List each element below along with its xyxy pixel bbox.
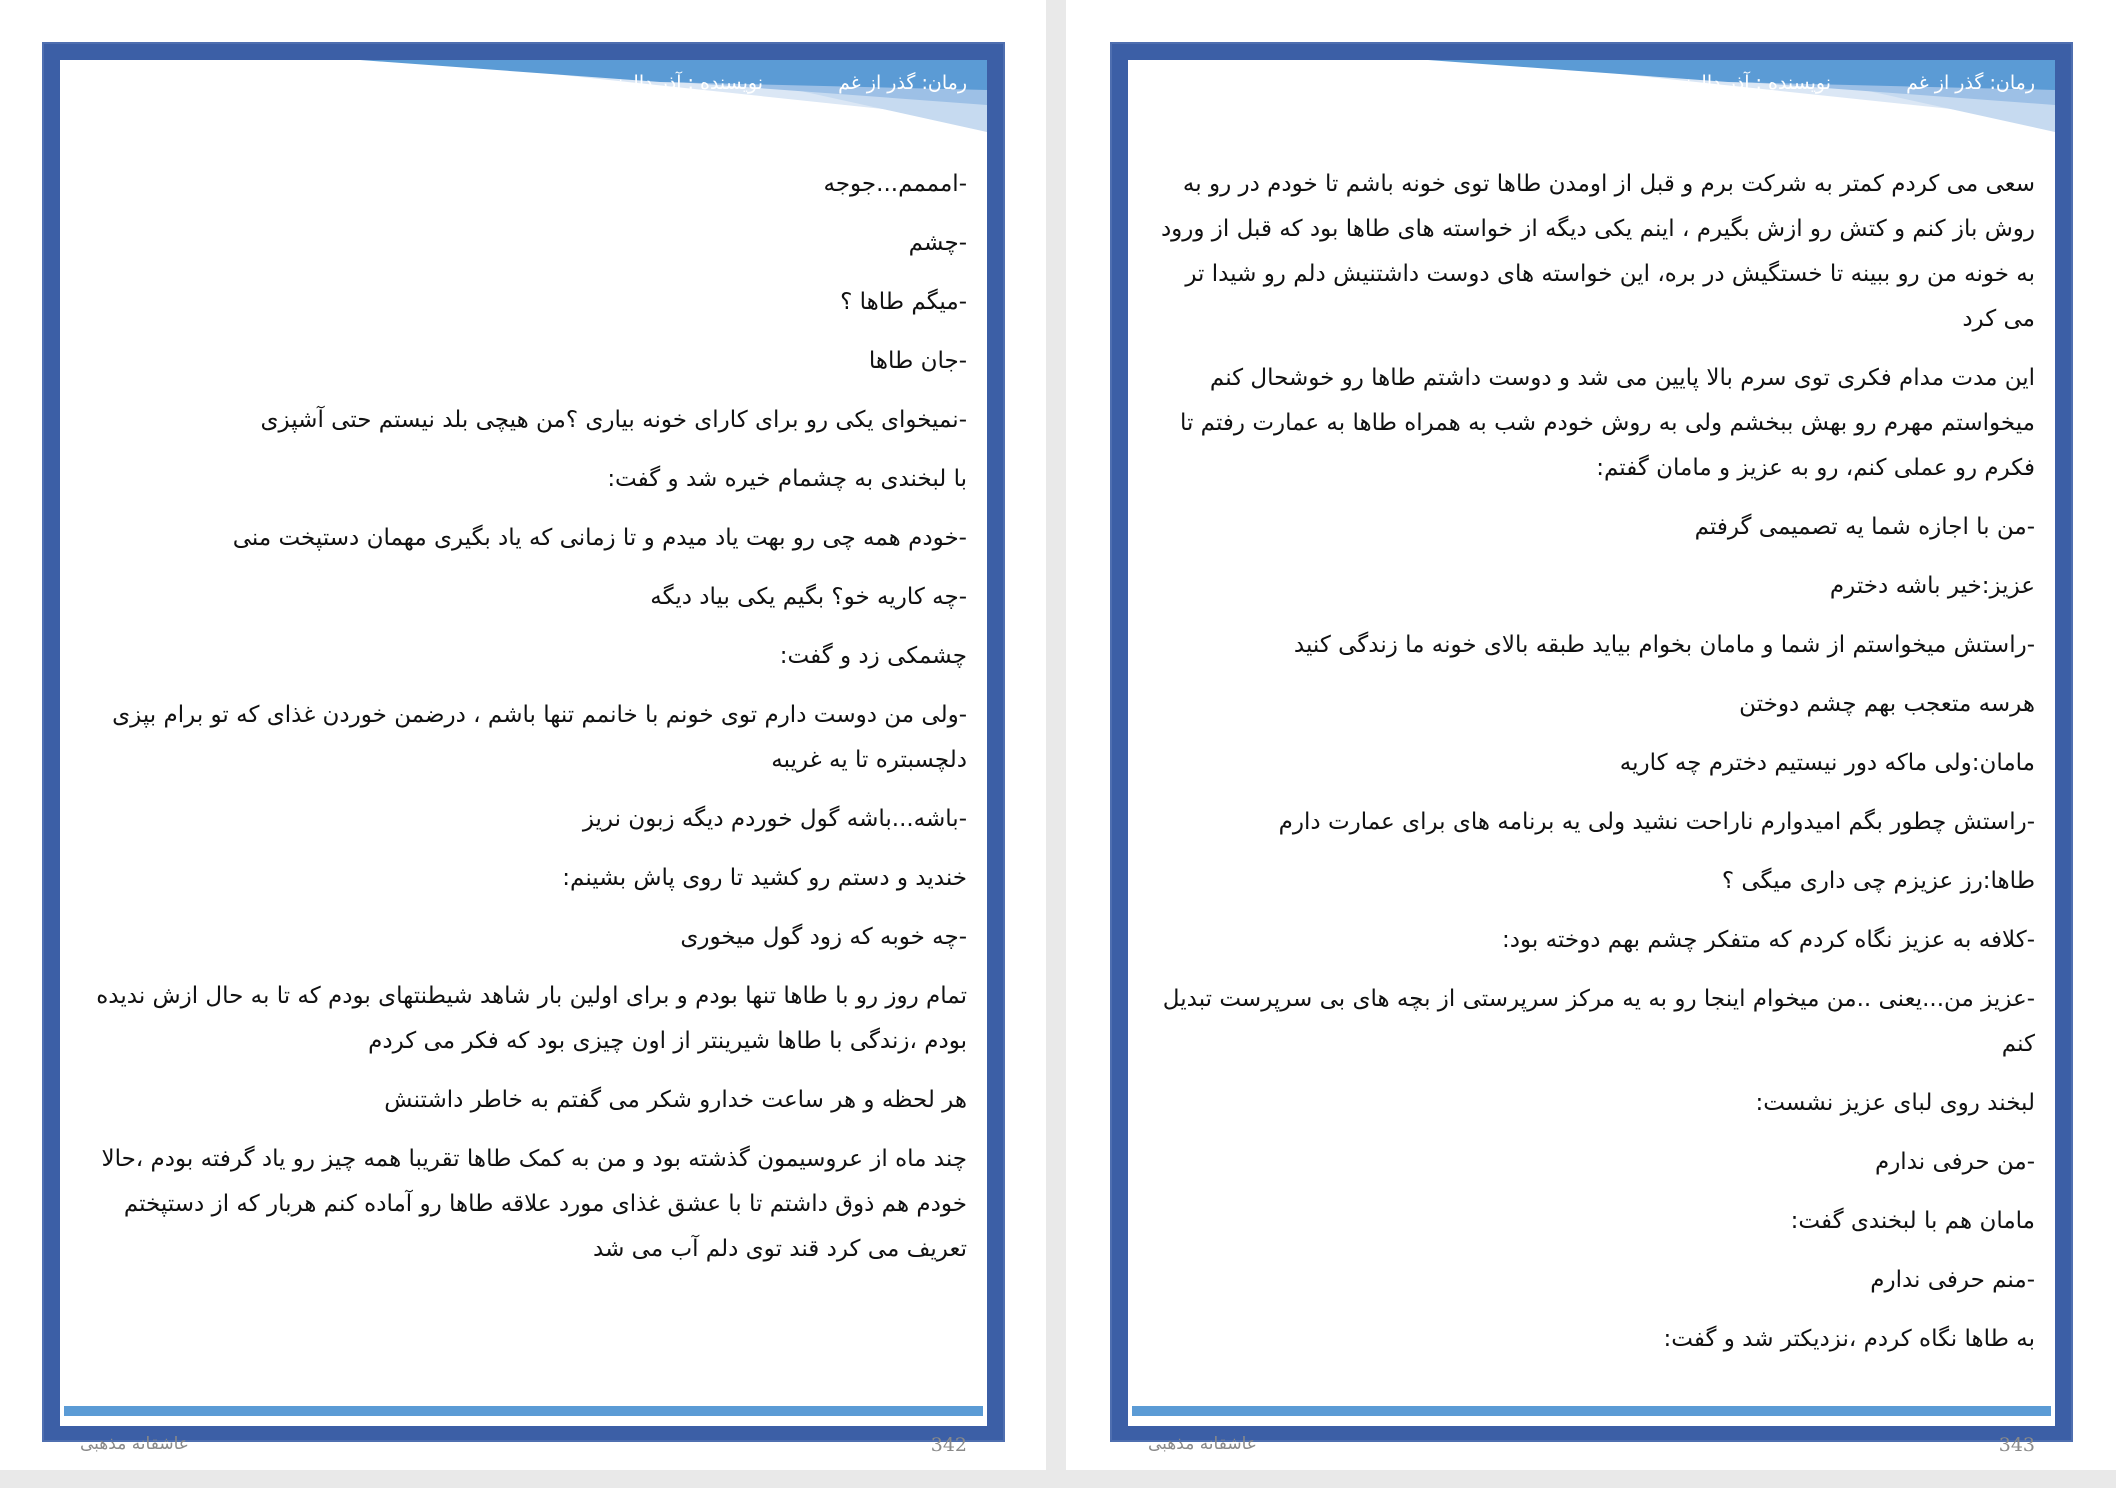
paragraph: با لبخندی به چشمام خیره شد و گفت: — [607, 466, 967, 492]
paragraph: هر لحظه و هر ساعت خدارو شکر می گفتم به خاطر داشتنش — [384, 1087, 967, 1113]
paragraph: عزیز:خیر باشه دخترم — [1829, 573, 2035, 599]
paragraph: -منم حرفی ندارم — [1870, 1267, 2035, 1293]
paragraph: -میگم طاها ؟ — [840, 289, 967, 315]
footer-genre-label: عاشقانه مذهبی — [80, 1434, 189, 1454]
paragraph: -خودم همه چی رو بهت یاد میدم و تا زمانی که یاد بگیری مهمان دستپخت منی — [232, 525, 967, 551]
paragraph: طاها:رز عزیزم چی داری میگی ؟ — [1721, 868, 2035, 894]
footer-divider-bar — [1132, 1406, 2051, 1416]
page-border-frame — [42, 42, 1005, 1456]
paragraph: تمام روز رو با طاها تنها بودم و برای اولین بار شاهد شیطنتهای بودم که تا به حال ازش ندیده بودم ،زندگی با طاها شیرینتر از اون چیزی بود که فکر می کردم — [96, 983, 967, 1054]
paragraph: -چشم — [908, 230, 967, 256]
page-343 — [1066, 0, 2116, 1470]
paragraph: چشمکی زد و گفت: — [779, 643, 967, 669]
page-border-frame — [1110, 42, 2073, 1456]
footer-divider-bar — [64, 1406, 983, 1416]
paragraph: سعی می کردم کمتر به شرکت برم و قبل از اومدن طاها توی خونه باشم تا خودم در رو به روش باز کنم و کتش رو ازش بگیرم ، اینم یکی دیگه از خواسته های طاها بود که قبل از ورود به خونه من رو ببینه تا خستگیش در بره، این خواسته های دوست داشتنیش دلم رو شیدا تر می کرد — [1160, 171, 2035, 332]
header-book-title: رمان: گذر از غم — [838, 72, 967, 94]
header-author: نویسنده : آذر دالوند — [1675, 72, 1831, 94]
paragraph: -امممم...جوجه — [823, 171, 967, 197]
paragraph: خندید و دستم رو کشید تا روی پاش بشینم: — [562, 865, 967, 891]
paragraph: -من حرفی ندارم — [1874, 1149, 2035, 1175]
paragraph: -کلافه به عزیز نگاه کردم که متفکر چشم بهم دوخته بود: — [1502, 927, 2035, 953]
paragraph: هرسه متعجب بهم چشم دوختن — [1739, 691, 2035, 717]
paragraph: -نمیخوای یکی رو برای کارای خونه بیاری ؟من هیچی بلد نیستم حتی آشپزی — [260, 407, 967, 433]
paragraph: -راستش چطور بگم امیدوارم ناراحت نشید ولی یه برنامه های برای عمارت دارم — [1278, 809, 2035, 835]
paragraph: -باشه...باشه گول خوردم دیگه زبون نریز — [582, 806, 967, 832]
paragraph: لبخند روی لبای عزیز نشست: — [1755, 1090, 2035, 1116]
paragraph: به طاها نگاه کردم ،نزدیکتر شد و گفت: — [1663, 1326, 2035, 1352]
paragraph: -جان طاها — [868, 348, 967, 374]
page-content-area — [60, 60, 987, 1456]
paragraph: -چه خوبه که زود گول میخوری — [680, 924, 967, 950]
paragraph: مامان:ولی ماکه دور نیستیم دخترم چه کاریه — [1619, 750, 2035, 776]
footer-genre-label: عاشقانه مذهبی — [1148, 1434, 1257, 1454]
paragraph: -عزیز من...یعنی ..من میخوام اینجا رو به یه مرکز سرپرستی از بچه های بی سرپرست تبدیل کنم — [1162, 986, 2035, 1057]
page-body-text — [80, 162, 967, 1286]
paragraph: این مدت مدام فکری توی سرم بالا پایین می شد و دوست داشتم طاها رو خوشحال کنم میخواستم مهرم رو بهش ببخشم ولی به روش خودم شب به همراه طاها به عمارت رفتم تا فکرم رو عملی کنم، رو به عزیز و مامان گفتم: — [1179, 365, 2035, 481]
page-body-text — [1148, 162, 2035, 1376]
page-number: 343 — [1998, 1434, 2035, 1456]
header-book-title: رمان: گذر از غم — [1906, 72, 2035, 94]
paragraph: مامان هم با لبخندی گفت: — [1790, 1208, 2035, 1234]
page-content-area — [1128, 60, 2055, 1456]
header-author: نویسنده : آذر دالوند — [607, 72, 763, 94]
paragraph: -چه کاریه خو؟ بگیم یکی بیاد دیگه — [650, 584, 967, 610]
paragraph: چند ماه از عروسیمون گذشته بود و من به کمک طاها تقریبا همه چیز رو یاد گرفته بودم ،حالا خودم هم ذوق داشتم تا با عشق غذای مورد علاقه طاها رو آماده کنم هربار که از دستپختم تعریف می کرد قند توی دلم آب می شد — [101, 1146, 967, 1262]
paragraph: -من با اجازه شما یه تصمیمی گرفتم — [1694, 514, 2035, 540]
paragraph: -ولی من دوست دارم توی خونم با خانمم تنها باشم ، درضمن خوردن غذای که تو برام بپزی دلچسبتره تا یه غریبه — [112, 702, 967, 773]
page-342 — [0, 0, 1046, 1470]
paragraph: -راستش میخواستم از شما و مامان بخوام بیاید طبقه بالای خونه ما زندگی کنید — [1293, 632, 2035, 658]
page-number: 342 — [930, 1434, 967, 1456]
